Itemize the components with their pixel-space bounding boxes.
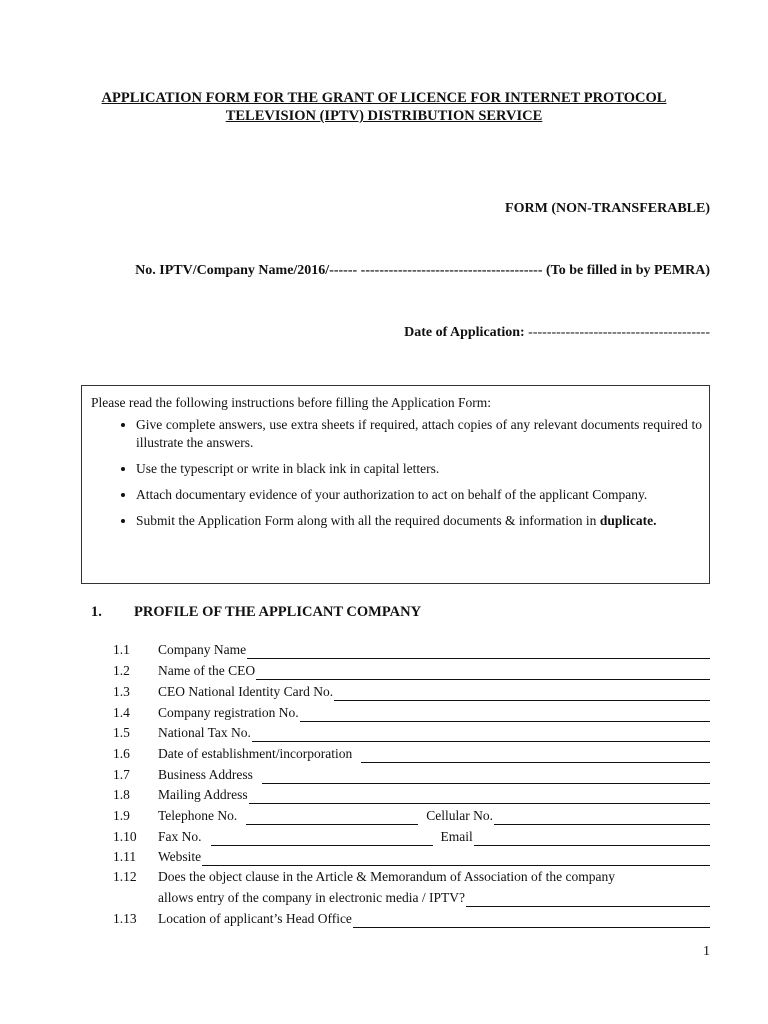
field-company-name: 1.1 Company Name (113, 639, 710, 659)
website-input[interactable] (202, 850, 710, 866)
instruction-item: • Give complete answers, use extra sheets if required, attach copies of any relevant documents required to illustrate the answers. (136, 416, 702, 452)
instructions-intro: Please read the following instructions before filling the Application Form: (91, 395, 492, 410)
reference-number (135, 263, 710, 279)
field-fax-email: 1.10 Fax No. Email (113, 826, 710, 846)
tax-no-input[interactable] (252, 726, 710, 742)
page-number: 1 (703, 944, 710, 959)
telephone-input[interactable] (246, 809, 418, 825)
date-dashes[interactable]: --------------------------------------- (524, 325, 710, 340)
date-label: Date of Application: (404, 325, 525, 340)
field-mailing-address: 1.8 Mailing Address (113, 784, 710, 804)
company-name-input[interactable] (247, 643, 710, 659)
registration-no-input[interactable] (300, 706, 710, 722)
field-ceo-cnic: 1.3 CEO National Identity Card No. (113, 681, 710, 701)
instructions-box (81, 385, 710, 584)
ceo-cnic-input[interactable] (334, 685, 710, 701)
duplicate-bold: duplicate. (599, 513, 657, 528)
section-title: PROFILE OF THE APPLICANT COMPANY (134, 604, 422, 620)
form-title (60, 89, 708, 125)
business-address-input[interactable] (262, 768, 710, 784)
field-object-clause: 1.12 Does the object clause in the Article & Memorandum of Association of the company (113, 869, 616, 884)
field-ceo-name: 1.2 Name of the CEO (113, 660, 710, 680)
reference-dashes[interactable]: --------------------------------------- (357, 263, 543, 278)
field-object-clause-cont: allows entry of the company in electronic media / IPTV? (113, 887, 710, 907)
mailing-address-input[interactable] (249, 788, 710, 804)
email-input[interactable] (474, 830, 710, 846)
ceo-name-input[interactable] (256, 664, 710, 680)
field-establishment-date: 1.6 Date of establishment/incorporation (113, 743, 710, 763)
field-telephone-cellular: 1.9 Telephone No. Cellular No. (113, 805, 710, 825)
instruction-item: • Submit the Application Form along with all the required documents & information in duplicate. (136, 512, 702, 530)
fax-input[interactable] (211, 830, 433, 846)
object-clause-input[interactable] (466, 891, 710, 907)
instruction-item: • Use the typescript or write in black ink in capital letters. (136, 460, 702, 478)
establishment-date-input[interactable] (361, 747, 710, 763)
instruction-item: • Attach documentary evidence of your authorization to act on behalf of the applicant Company. (136, 486, 702, 504)
reference-label: No. IPTV/Company Name/2016/------ (135, 263, 358, 278)
form-type: FORM (NON-TRANSFERABLE) (505, 201, 710, 216)
reference-note: (To be filled in by PEMRA) (542, 263, 710, 278)
section-number: 1. (91, 604, 102, 620)
field-registration-no: 1.4 Company registration No. (113, 702, 710, 722)
date-of-application (404, 325, 710, 341)
instructions-list (91, 416, 702, 530)
field-head-office: 1.13 Location of applicant’s Head Office (113, 908, 710, 928)
head-office-input[interactable] (353, 912, 710, 928)
title-line-1: APPLICATION FORM FOR THE GRANT OF LICENCE FOR INTERNET PROTOCOL (101, 90, 667, 106)
section-heading (91, 604, 421, 621)
field-tax-no: 1.5 National Tax No. (113, 722, 710, 742)
field-website: 1.11 Website (113, 846, 710, 866)
cellular-input[interactable] (494, 809, 710, 825)
field-business-address: 1.7 Business Address (113, 764, 710, 784)
title-line-2: TELEVISION (IPTV) DISTRIBUTION SERVICE (225, 108, 543, 124)
